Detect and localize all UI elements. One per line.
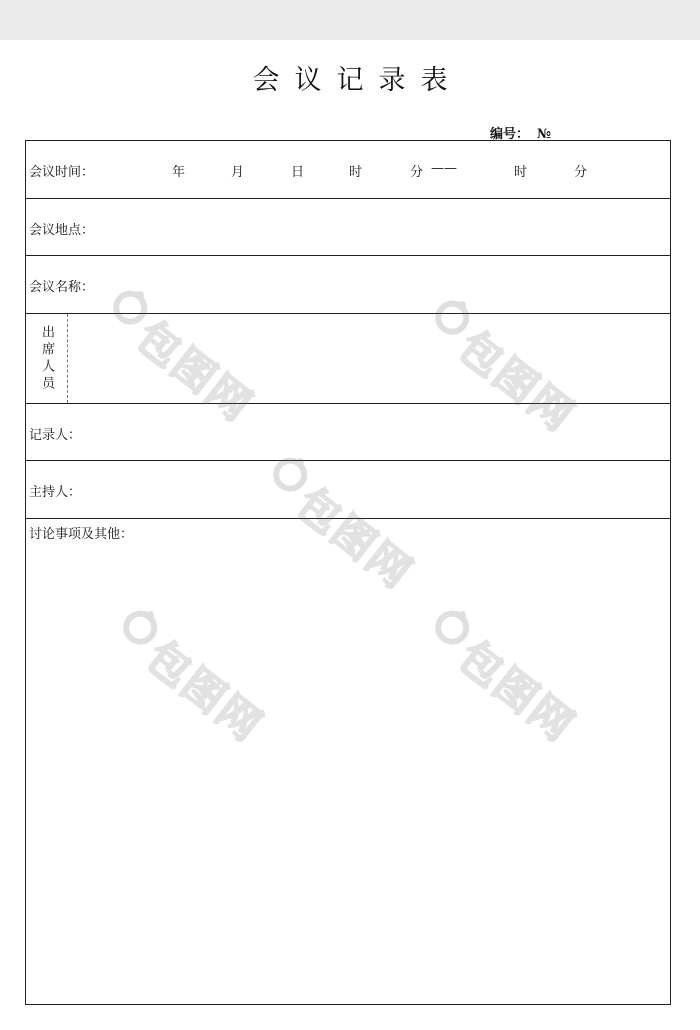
- hour-start-unit: 时: [349, 165, 363, 180]
- minute-start-unit: 分: [410, 165, 424, 180]
- minute-end-unit: 分: [574, 165, 588, 180]
- attendees-label: 出席人员: [39, 324, 54, 393]
- recorder-label: 记录人：: [29, 428, 82, 443]
- meeting-place-label: 会议地点：: [29, 223, 95, 238]
- host-label: 主持人：: [29, 485, 82, 500]
- serial-no-symbol: №: [537, 127, 552, 142]
- serial-label: 编号：: [490, 127, 530, 142]
- meeting-form: [25, 140, 671, 1005]
- month-unit: 月: [231, 165, 245, 180]
- top-bar: [0, 0, 700, 40]
- watermark-text: 包图网: [449, 631, 584, 752]
- row-discussion: [26, 519, 670, 1004]
- row-meeting-time: [26, 141, 670, 199]
- day-unit: 日: [291, 165, 305, 180]
- hour-end-unit: 时: [514, 165, 528, 180]
- meeting-name-label: 会议名称：: [29, 280, 95, 295]
- year-unit: 年: [172, 165, 186, 180]
- discussion-label: 讨论事项及其他：: [29, 527, 134, 542]
- watermark-text: 包图网: [127, 311, 262, 432]
- page-title: 会议记录表: [252, 65, 463, 96]
- watermark-text: 包图网: [287, 478, 422, 599]
- row-meeting-place: [26, 199, 670, 256]
- attendees-label-cell: [26, 314, 68, 403]
- watermark-text: 包图网: [137, 631, 272, 752]
- watermark-text: 包图网: [449, 321, 584, 442]
- meeting-time-label: 会议时间：: [29, 165, 95, 180]
- time-range-dash: ——: [431, 161, 457, 176]
